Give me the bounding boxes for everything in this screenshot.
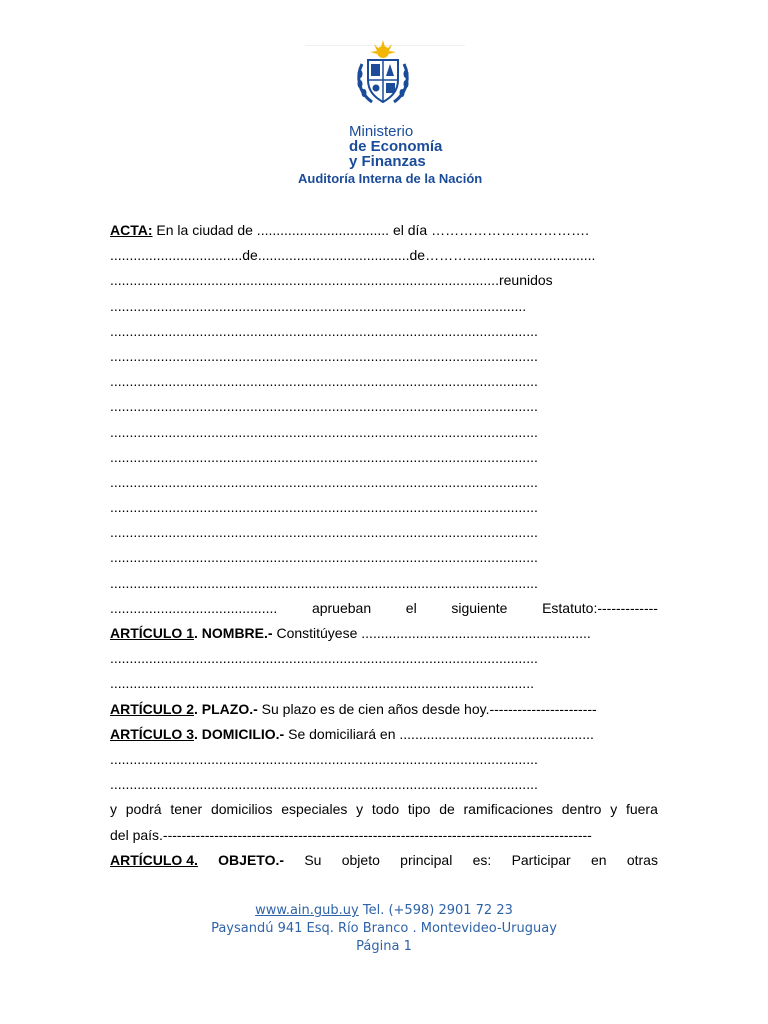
art4-label: ARTÍCULO 4. — [110, 851, 198, 868]
dotted-line: .............................................................................................................. — [110, 499, 538, 516]
document-header — [0, 0, 768, 200]
aprueban-word: siguiente — [451, 599, 508, 616]
art3-text: Se domiciliará en .................................................. — [284, 725, 594, 742]
aprueban-word: Estatuto:------------- — [542, 599, 658, 616]
art3-word: de — [439, 801, 455, 818]
art1-line3: ............................................................................................................. — [110, 675, 534, 692]
art1-text: Constitúyese ........................................................... — [272, 625, 591, 641]
art4-word: Su — [304, 851, 322, 868]
acta-line1-text: En la ciudad de .................................. el día ……………………………. — [152, 222, 589, 238]
art3-line — [110, 722, 658, 747]
dotted-line: .............................................................................................................. — [110, 574, 538, 591]
art3-line5: del país.-------------------------------------------------------------------------------------------- — [110, 826, 592, 843]
ministry-line2: de Economía — [349, 138, 443, 155]
art1-line2: .............................................................................................................. — [110, 650, 538, 667]
art4-word: otras — [626, 851, 658, 868]
art4-word: principal — [400, 851, 453, 868]
acta-line-3: ....................................................................................................reunidos — [110, 272, 553, 289]
art1-line — [110, 621, 658, 646]
art1-label: ARTÍCULO 1 — [110, 625, 194, 641]
art2-title: PLAZO.- — [201, 700, 258, 717]
art4-word: Participar — [511, 851, 571, 868]
art4-word: en — [590, 851, 607, 868]
auditoria-subtitle: Auditoría Interna de la Nación — [298, 171, 483, 186]
aprueban-word: el — [405, 599, 417, 616]
aprueban-dots: ........................................... — [110, 599, 278, 616]
art3-word: ramificaciones — [463, 801, 553, 818]
website-link[interactable]: www.ain.gub.uy — [255, 903, 359, 918]
art4-title: OBJETO.- — [218, 851, 285, 868]
art1-title: NOMBRE.- — [201, 625, 273, 641]
aprueban-word: aprueban — [311, 599, 372, 616]
art3-word: tipo — [407, 801, 431, 818]
document-body — [110, 218, 658, 873]
art4-line — [110, 848, 658, 873]
art3-word: dentro — [561, 801, 602, 818]
art3-word: tener — [170, 801, 203, 818]
art3-word: domicilios — [210, 801, 273, 818]
ministry-line3: y Finanzas — [349, 153, 426, 170]
art2-line — [110, 697, 658, 722]
dotted-line: .............................................................................................................. — [110, 398, 538, 415]
art2-sep: . — [194, 700, 202, 717]
ministry-name — [349, 124, 549, 169]
art3-word: y — [356, 801, 364, 818]
art3-word: todo — [371, 801, 400, 818]
aprueban-line — [110, 596, 658, 621]
dotted-line: .............................................................................................................. — [110, 423, 538, 440]
art4-word: es: — [472, 851, 492, 868]
coat-of-arms-icon — [352, 40, 414, 108]
footer-tel: Tel. (+598) 2901 72 23 — [358, 903, 513, 918]
art3-sep: . — [194, 725, 202, 742]
art2-label: ARTÍCULO 2 — [110, 700, 194, 717]
footer-contact-line — [0, 902, 768, 920]
art3-title: DOMICILIO.- — [201, 725, 285, 742]
dotted-line: .............................................................................................................. — [110, 549, 538, 566]
art3-word: podrá — [125, 801, 162, 818]
acta-label: ACTA: — [110, 222, 153, 238]
ministry-line1: Ministerio — [349, 123, 414, 140]
art2-text: Su plazo es de cien años desde hoy.----------------------- — [257, 700, 597, 717]
page-footer — [0, 902, 768, 956]
dotted-line: .............................................................................................................. — [110, 473, 538, 490]
dotted-line: .............................................................................................................. — [110, 347, 538, 364]
art3-word: especiales — [281, 801, 348, 818]
art3-line4 — [110, 797, 658, 822]
art3-line2: .............................................................................................................. — [110, 750, 538, 767]
acta-line-1 — [110, 218, 658, 243]
dotted-line: .............................................................................................................. — [110, 373, 538, 390]
dotted-line: .............................................................................................................. — [110, 448, 538, 465]
page-number: Página 1 — [356, 939, 412, 954]
art3-word: y — [110, 801, 117, 818]
dotted-line: ........................................................................................................... — [110, 297, 527, 314]
art3-word: y — [610, 801, 618, 818]
art1-sep: . — [194, 625, 202, 641]
dotted-line: .............................................................................................................. — [110, 322, 538, 339]
dotted-line: .............................................................................................................. — [110, 524, 538, 541]
art4-word: objeto — [341, 851, 380, 868]
art3-label: ARTÍCULO 3 — [110, 725, 194, 742]
art3-word: fuera — [625, 801, 658, 818]
footer-address: Paysandú 941 Esq. Río Branco . Montevideo-Uruguay — [211, 921, 557, 936]
art3-line3: .............................................................................................................. — [110, 776, 538, 793]
acta-line-2: ..................................de.......................................de………................................. — [110, 247, 596, 264]
